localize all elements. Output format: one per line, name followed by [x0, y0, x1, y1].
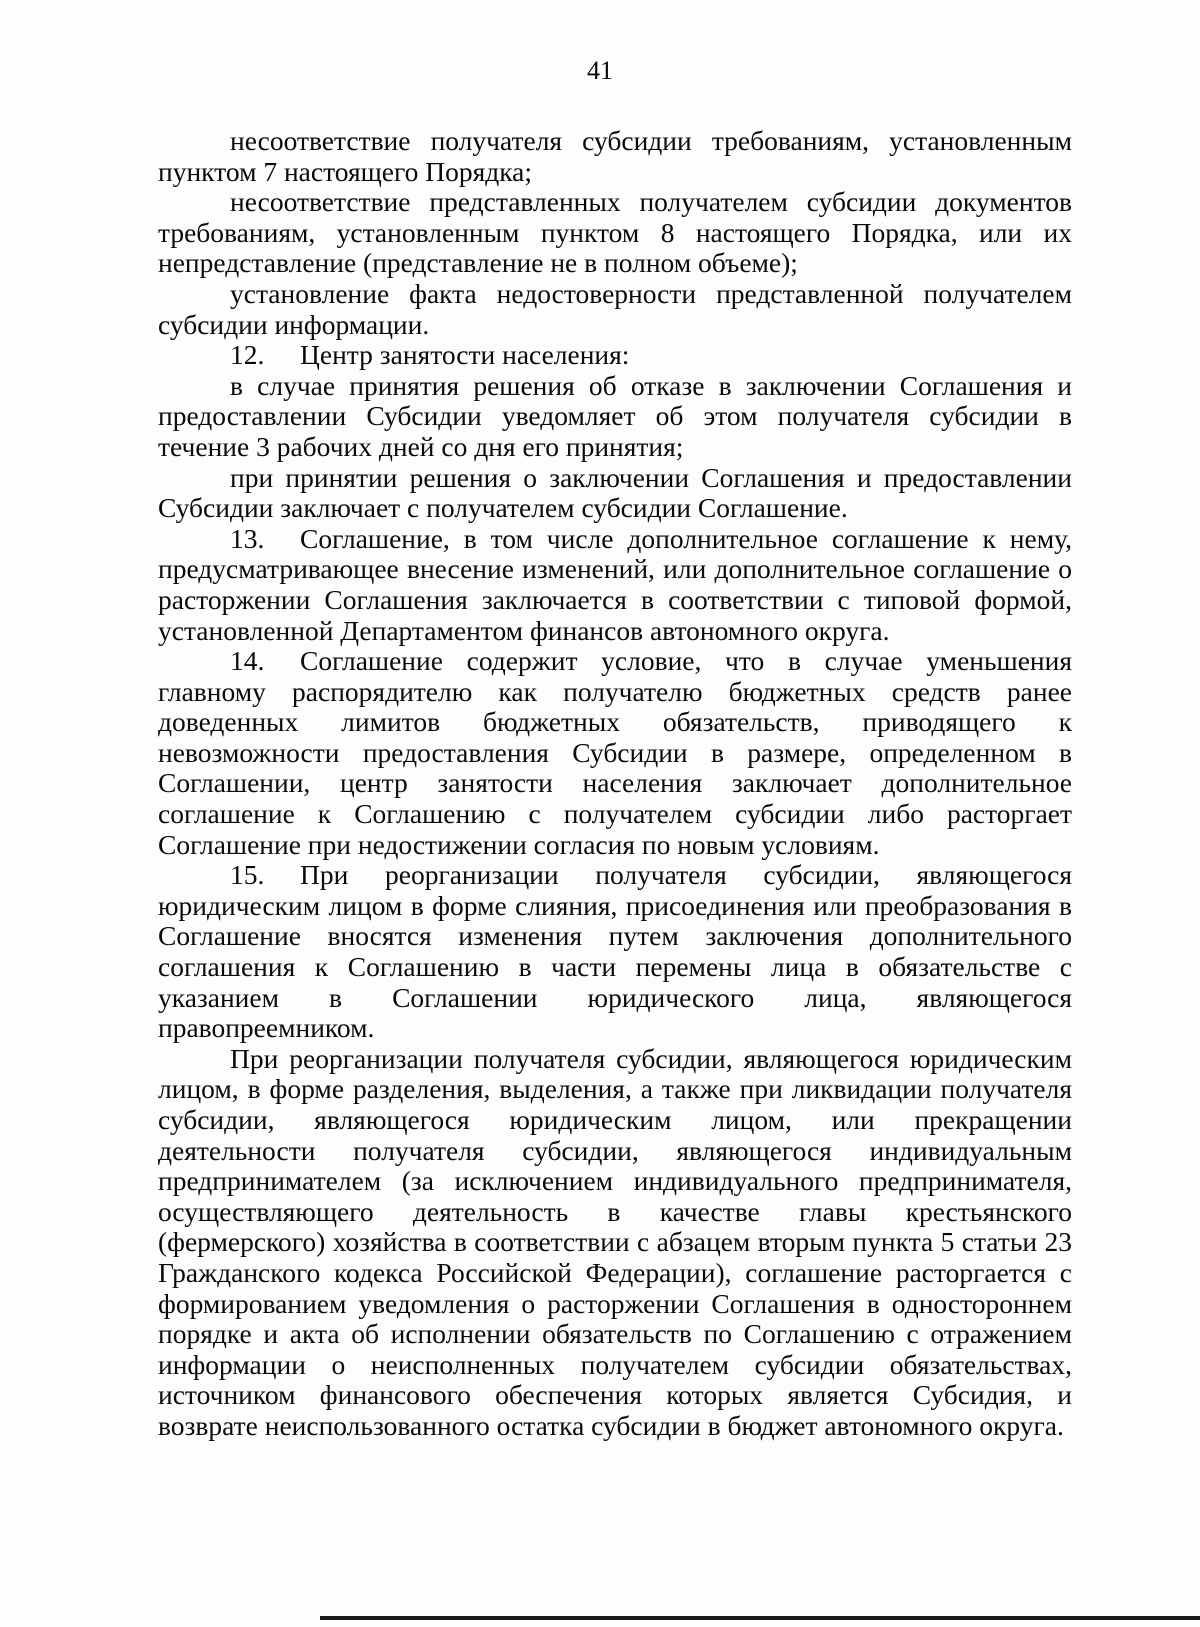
paragraph [158, 463, 1072, 524]
paragraph-text: при принятии решения о заключении Соглашения и предоставлении Субсидии заключает с получателем субсидии Соглашение. [158, 461, 1072, 524]
clause-number: 14. [230, 645, 265, 677]
document-body [158, 126, 1072, 1442]
numbered-paragraph [158, 860, 1072, 1044]
paragraph [158, 279, 1072, 340]
page-number: 41 [587, 56, 613, 85]
paragraph-text: установление факта недостоверности представленной получателем субсидии информации. [158, 277, 1072, 340]
paragraph [158, 371, 1072, 463]
clause-number: 12. [230, 339, 265, 371]
paragraph [158, 126, 1072, 187]
numbered-paragraph [158, 524, 1072, 646]
paragraph [158, 187, 1072, 279]
paragraph-text: При реорганизации получателя субсидии, являющегося юридическим лицом, в форме разделения, выделения, а также при ликвидации получателя субсидии, являющегося юридическим лицом, или прекращении деятельности получателя субсидии, являющегося индивидуальным предпринимателем (за исключением индивидуального предпринимателя, осуществляющего деятельность в качестве главы крестьянского (фермерского) хозяйства в соответствии с абзацем вторым пункта 5 статьи 23 Гражданского кодекса Российской Федерации), соглашение расторгается с формированием уведомления о расторжении Соглашения в одностороннем порядке и акта об исполнении обязательств по Соглашению с отражением информации о неисполненных получателем субсидии обязательствах, источником финансового обеспечения которых является Субсидия, и возврате неиспользованного остатка субсидии в бюджет автономного округа. [158, 1042, 1072, 1441]
paragraph-text: несоответствие получателя субсидии требованиям, установленным пунктом 7 настоящего Порядка; [158, 125, 1072, 187]
paragraph-text: Центр занятости населения: [300, 339, 630, 371]
clause-number: 15. [230, 859, 265, 891]
numbered-paragraph [158, 646, 1072, 860]
paragraph-text: несоответствие представленных получателем субсидии документов требованиям, установленным пунктом 8 настоящего Порядка, или их непредставление (представление не в полном объеме); [158, 186, 1072, 279]
scan-edge-line [320, 1616, 1200, 1620]
numbered-paragraph [158, 340, 1072, 371]
paragraph-text: в случае принятия решения об отказе в заключении Соглашения и предоставлении Субсидии уведомляет об этом получателя субсидии в течение 3 рабочих дней со дня его принятия; [158, 369, 1072, 462]
clause-number: 13. [230, 522, 265, 554]
paragraph-text: Соглашение, в том числе дополнительное соглашение к нему, предусматривающее внесение изменений, или дополнительное соглашение о расторжении Соглашения заключается в соответствии с типовой формой, установленной Департаментом финансов автономного округа. [158, 522, 1072, 646]
paragraph [158, 1044, 1072, 1442]
paragraph-text: Соглашение содержит условие, что в случае уменьшения главному распорядителю как получателю бюджетных средств ранее доведенных лимитов бюджетных обязательств, приводящего к невозможности предоставления Субсидии в размере, определенном в Соглашении, центр занятости населения заключает дополнительное соглашение к Соглашению с получателем субсидии либо расторгает Соглашение при недостижении согласия по новым условиям. [158, 645, 1072, 860]
paragraph-text: При реорганизации получателя субсидии, являющегося юридическим лицом в форме слияния, присоединения или преобразования в Соглашение вносятся изменения путем заключения дополнительного соглашения к Соглашению в части перемены лица в обязательстве с указанием в Соглашении юридического лица, являющегося правопреемником. [158, 859, 1072, 1044]
